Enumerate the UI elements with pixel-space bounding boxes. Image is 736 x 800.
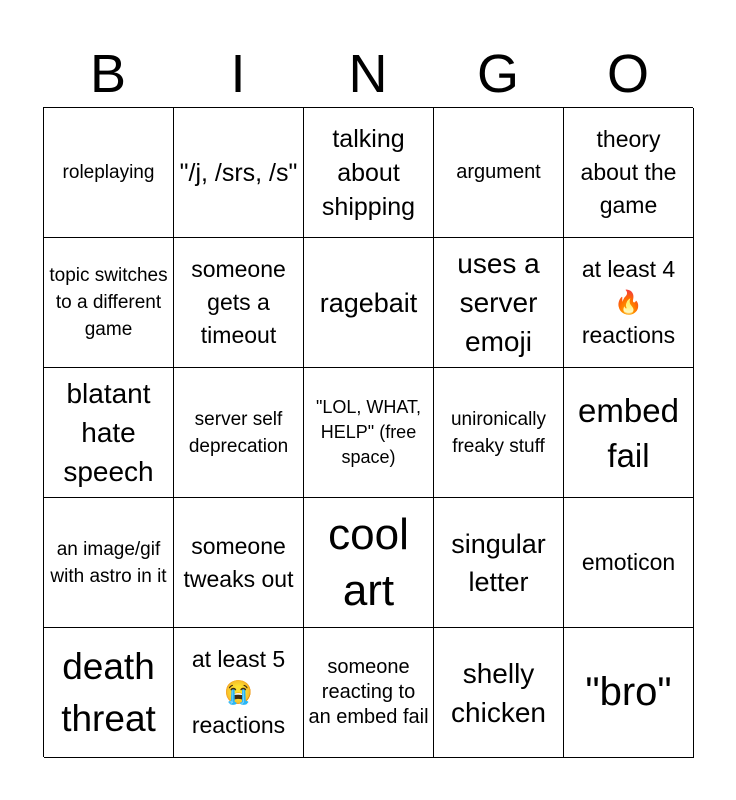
- cell-text: roleplaying: [62, 162, 155, 183]
- bingo-cell[interactable]: [564, 238, 694, 368]
- cell-text: topic switches to a different game: [49, 265, 168, 340]
- cell-text: at least 4 🔥 reactions: [581, 256, 676, 348]
- cell-text: death threat: [61, 645, 156, 739]
- bingo-cell[interactable]: [174, 498, 304, 628]
- cell-text: "LOL, WHAT, HELP" (free space): [315, 397, 422, 467]
- cell-text: "/j, /srs, /s": [179, 158, 298, 187]
- bingo-cell[interactable]: [434, 628, 564, 758]
- cell-text: server self deprecation: [188, 408, 289, 457]
- cell-text: emoticon: [581, 549, 676, 575]
- cell-text: someone gets a timeout: [191, 256, 286, 348]
- header-letter-b: B: [89, 44, 127, 104]
- bingo-cell[interactable]: [304, 368, 434, 498]
- bingo-cell[interactable]: [304, 628, 434, 758]
- header-letter-g: G: [476, 44, 519, 104]
- cell-text: theory about the game: [580, 126, 677, 218]
- header-letter-i: I: [230, 44, 246, 104]
- cell-text: argument: [456, 161, 541, 183]
- cell-text: someone reacting to an embed fail: [308, 656, 429, 728]
- bingo-cell[interactable]: [174, 108, 304, 238]
- cell-text: "bro": [585, 670, 672, 714]
- bingo-cell[interactable]: [434, 498, 564, 628]
- bingo-cell[interactable]: [44, 498, 174, 628]
- bingo-header: [43, 40, 693, 108]
- cell-text: ragebait: [319, 287, 418, 318]
- cell-text: singular letter: [451, 528, 546, 597]
- bingo-cell[interactable]: [434, 368, 564, 498]
- cell-text: embed fail: [578, 391, 679, 474]
- cell-text: blatant hate speech: [63, 378, 154, 487]
- header-letter-o: O: [606, 44, 649, 104]
- cell-text: shelly chicken: [451, 657, 546, 728]
- cell-text: an image/gif with astro in it: [50, 538, 167, 587]
- bingo-cell[interactable]: [564, 108, 694, 238]
- bingo-cell[interactable]: [564, 368, 694, 498]
- bingo-cell[interactable]: [304, 238, 434, 368]
- bingo-cell[interactable]: [44, 368, 174, 498]
- bingo-cell[interactable]: [434, 108, 564, 238]
- bingo-cell[interactable]: [44, 108, 174, 238]
- cell-text: someone tweaks out: [183, 532, 294, 592]
- header-letter-n: N: [348, 44, 388, 104]
- cell-text: talking about shipping: [321, 124, 416, 221]
- cell-text: uses a server emoji: [457, 248, 540, 357]
- bingo-cell[interactable]: [434, 238, 564, 368]
- bingo-cell[interactable]: [304, 498, 434, 628]
- bingo-cell[interactable]: [304, 108, 434, 238]
- cell-text: unironically freaky stuff: [450, 408, 547, 457]
- cell-text: cool art: [328, 509, 409, 615]
- bingo-cell[interactable]: [564, 628, 694, 758]
- cell-text: at least 5 😭 reactions: [191, 646, 286, 738]
- bingo-cell[interactable]: [44, 238, 174, 368]
- bingo-cell[interactable]: [44, 628, 174, 758]
- bingo-cell[interactable]: [174, 368, 304, 498]
- bingo-cell[interactable]: [174, 238, 304, 368]
- bingo-cell[interactable]: [174, 628, 304, 758]
- bingo-card-grid: [43, 107, 693, 757]
- bingo-cell[interactable]: [564, 498, 694, 628]
